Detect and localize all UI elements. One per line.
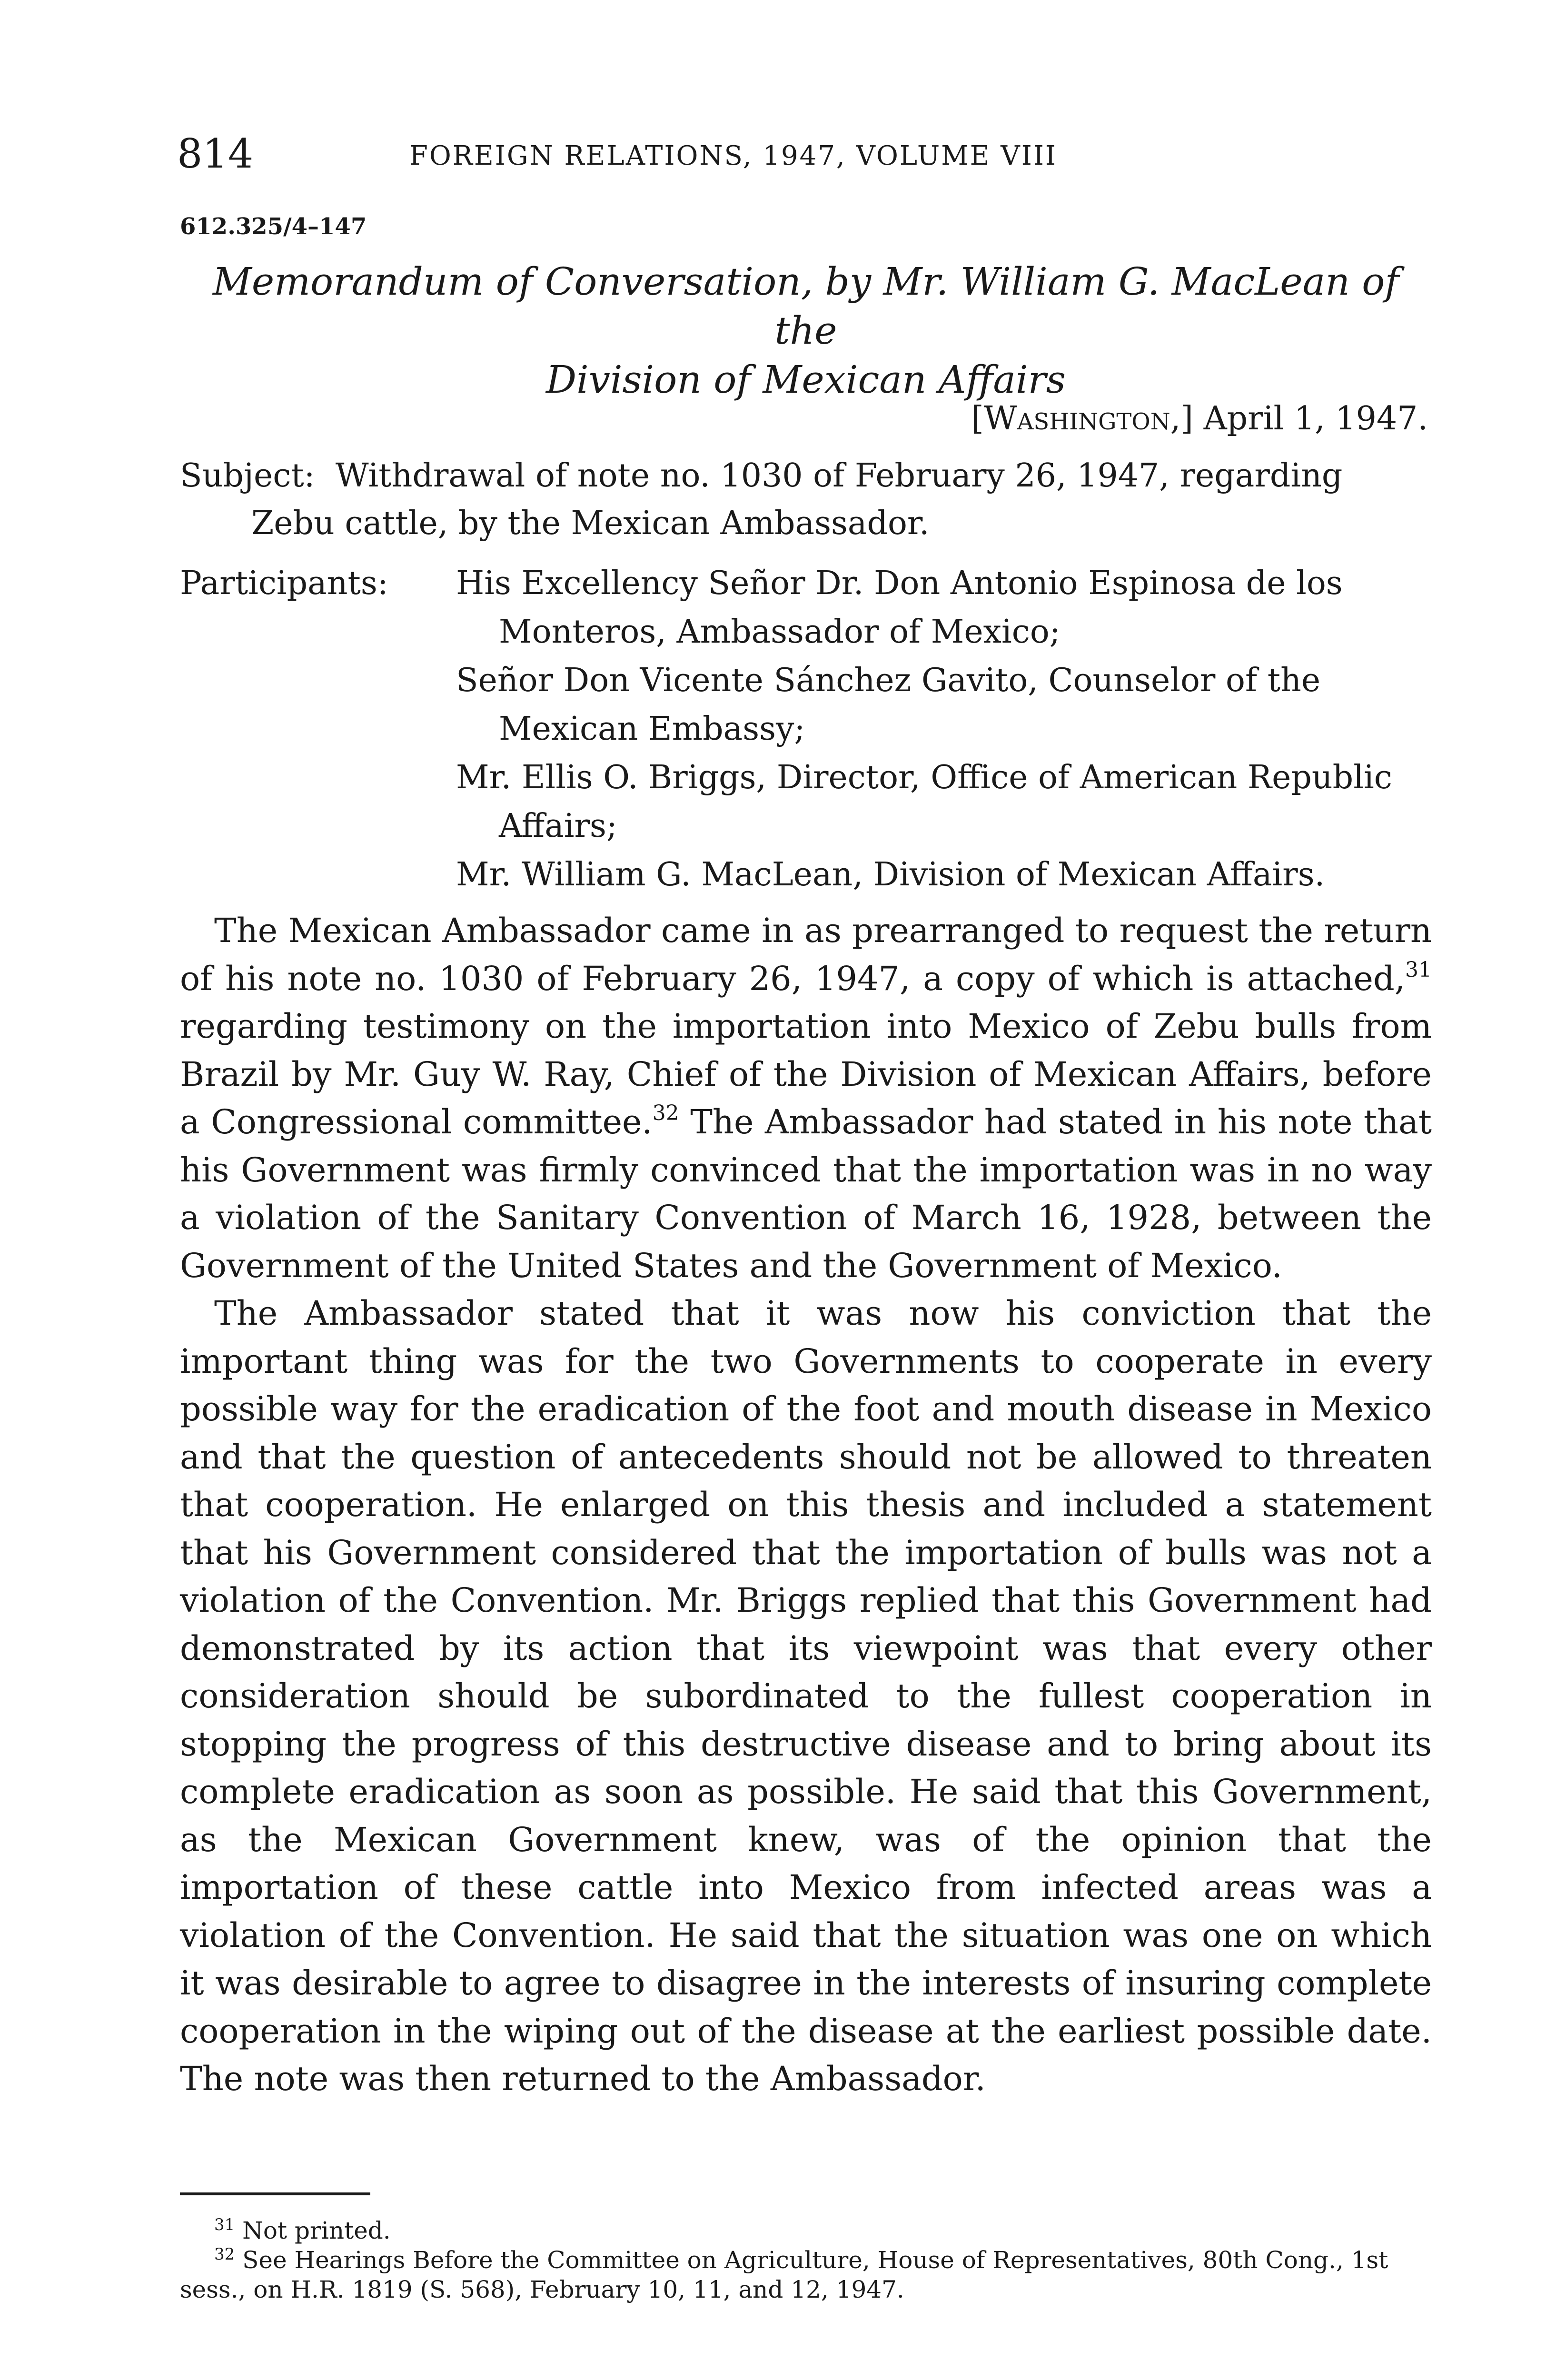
participant-item: Mr. Ellis O. Briggs, Director, Office of American Republic Affairs;	[456, 759, 1392, 845]
dateline	[180, 395, 1428, 443]
subject-label: Subject:	[180, 457, 315, 495]
dateline-place: Washington	[983, 400, 1170, 437]
footnote-mark: 32	[214, 2245, 235, 2264]
participant-item: His Excellency Señor Dr. Don Antonio Espinosa de los Monteros, Ambassador of Mexico;	[456, 565, 1343, 651]
participant-item: Mr. William G. MacLean, Division of Mexican Affairs.	[456, 856, 1325, 893]
footnote-32	[180, 2245, 1432, 2304]
footnote-mark: 31	[214, 2215, 235, 2234]
dateline-close: ,]	[1170, 400, 1193, 437]
footnote-text: See Hearings Before the Committee on Agriculture, House of Representatives, 80th Cong., 1st sess., on H.R. 1819 (S. 568), February 10, 11, and 12, 1947.	[180, 2246, 1388, 2303]
participants-list	[456, 559, 1432, 899]
footnote-31	[180, 2216, 1432, 2245]
title-line-1: Memorandum of Conversation, by Mr. William G. MacLean of the	[212, 259, 1399, 353]
memorandum-body	[180, 907, 1432, 2103]
paragraph-1-part-a: The Mexican Ambassador came in as prearranged to request the return of his note no. 1030 of February 26, 1947, a copy of which is attached,	[180, 911, 1432, 998]
file-number: 612.325/4–147	[180, 213, 367, 240]
footnote-text: Not printed.	[235, 2217, 391, 2244]
paragraph-1-part-c: The Ambassador had stated in his note that his Government was firmly convinced that the importation was in no way a violation of the Sanitary Convention of March 16, 1928, between the Government of the United States and the Government of Mexico.	[180, 1102, 1432, 1285]
page-number: 814	[177, 130, 254, 177]
footnote-ref-32[interactable]: 32	[652, 1101, 679, 1125]
running-head: FOREIGN RELATIONS, 1947, VOLUME VIII	[409, 140, 1058, 171]
subject-text: Withdrawal of note no. 1030 of February 26, 1947, regarding Zebu cattle, by the Mexican Ambassador.	[251, 457, 1343, 542]
footnote-divider	[180, 2192, 370, 2195]
participants-label: Participants:	[180, 565, 388, 602]
dateline-open-bracket: [	[971, 400, 984, 437]
subject-block	[180, 452, 1432, 547]
page-header	[177, 128, 1434, 180]
participant-item: Señor Don Vicente Sánchez Gavito, Counselor of the Mexican Embassy;	[456, 662, 1321, 748]
title-line-2: Division of Mexican Affairs	[546, 357, 1066, 402]
dateline-date: April 1, 1947.	[1193, 400, 1428, 437]
footnote-ref-31[interactable]: 31	[1405, 957, 1432, 982]
paragraph-1-part-b: regarding testimony on the importation into Mexico of Zebu bulls from Brazil by Mr. Guy W. Ray, Chief of the Division of Mexican Affairs, before a Congressional committee.	[180, 1007, 1432, 1141]
paragraph-1	[180, 907, 1432, 1289]
footnotes	[180, 2216, 1432, 2304]
paragraph-2: The Ambassador stated that it was now his conviction that the important thing was for the two Governments to cooperate in every possible way for the eradication of the foot and mouth disease in Mexico and that the question of antecedents should not be allowed to threaten that cooperation. He enlarged on this thesis and included a statement that his Government considered that the importation of bulls was not a violation of the Convention. Mr. Briggs replied that this Government had demonstrated by its action that its viewpoint was that every other consideration should be subordinated to the fullest cooperation in stopping the progress of this destructive disease and to bring about its complete eradication as soon as possible. He said that this Government, as the Mexican Government knew, was of the opinion that the importation of these cattle into Mexico from infected areas was a violation of the Convention. He said that the situation was one on which it was desirable to agree to disagree in the interests of insuring complete cooperation in the wiping out of the disease at the earliest possible date. The note was then returned to the Ambassador.	[180, 1294, 1432, 2098]
document-title	[180, 257, 1432, 404]
